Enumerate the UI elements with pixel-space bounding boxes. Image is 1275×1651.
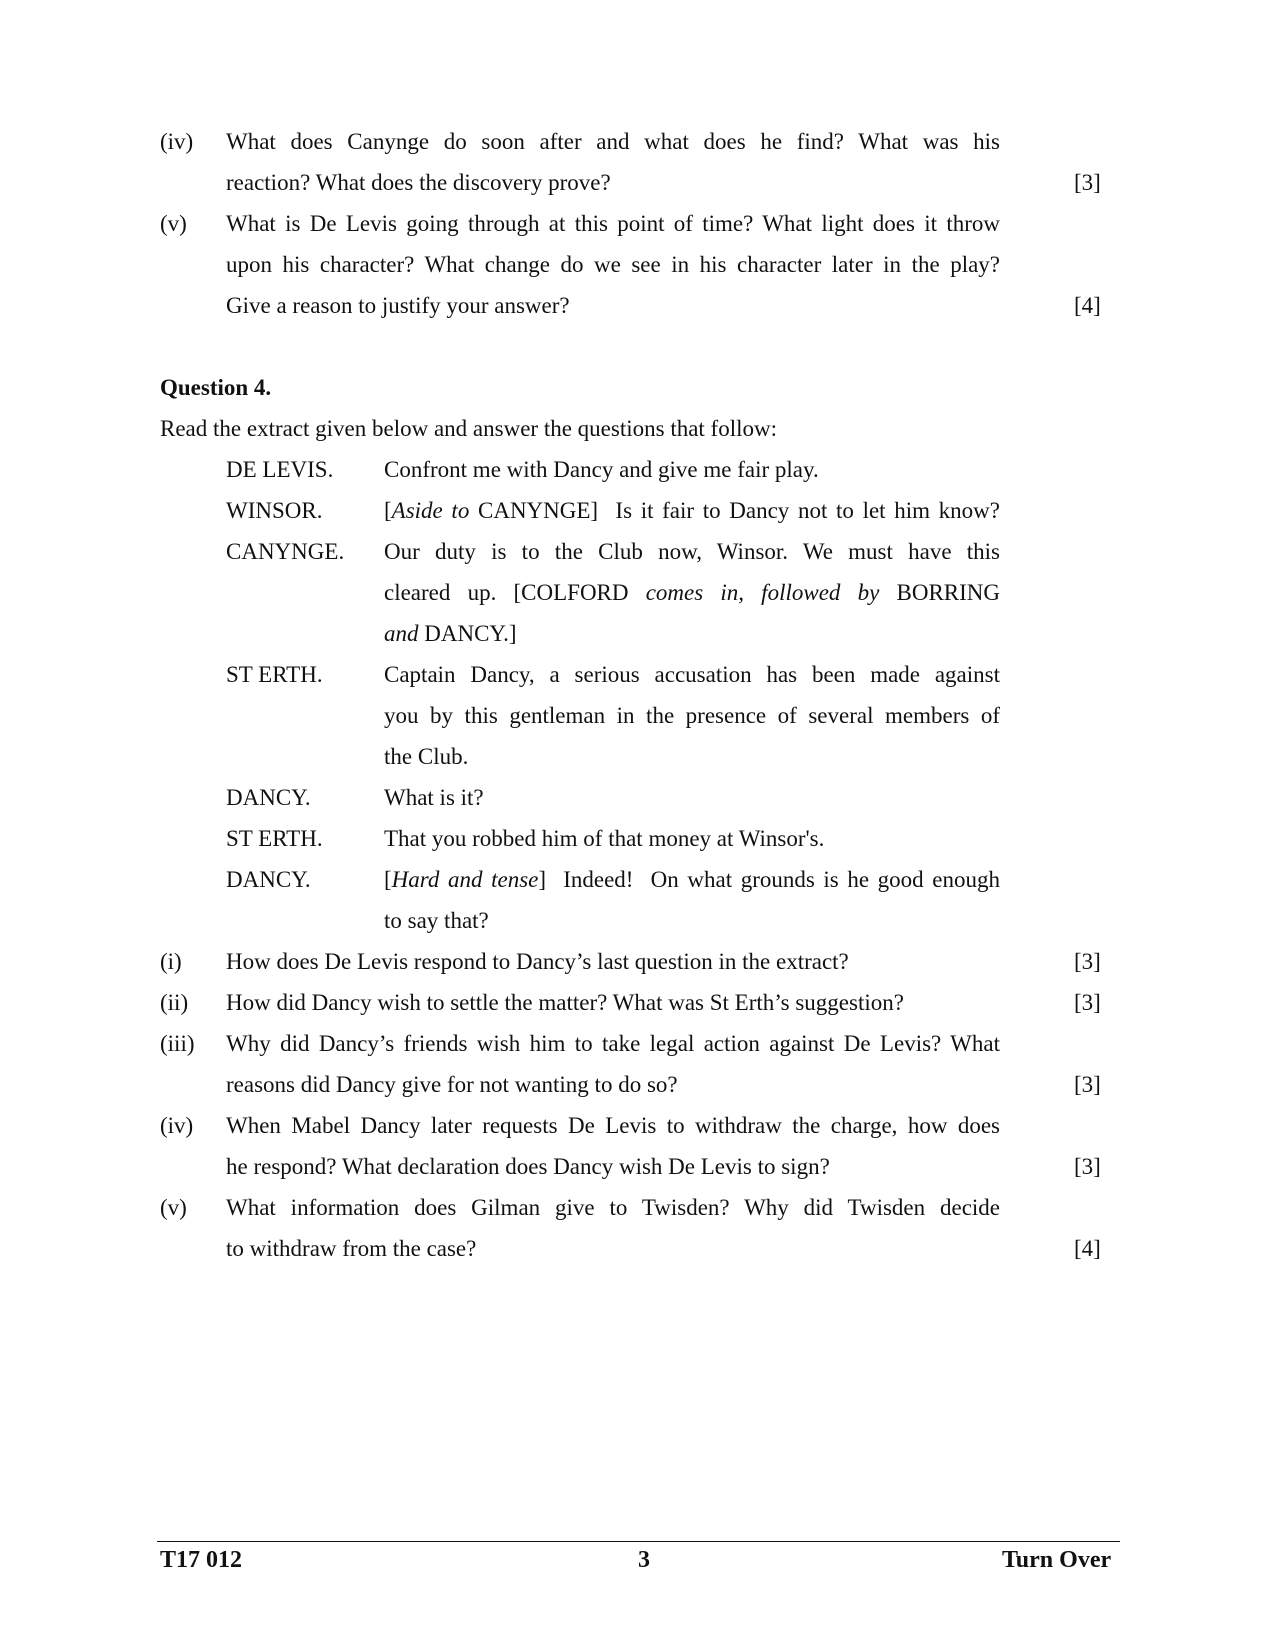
question-line: What information does Gilman give to Twisden? Why did Twisden decide [226,1195,1000,1220]
speaker-name: WINSOR. [226,498,323,523]
dialogue-line: to say that? [384,908,489,933]
dialogue-line: cleared up. [COLFORD comes in, followed by BORRING [384,580,1001,605]
dialogue-line: [Aside to CANYNGE] Is it fair to Dancy not to let him know? [384,498,1000,523]
question-number: (v) [160,1195,187,1220]
question-number: (i) [160,949,182,974]
question-number: (ii) [160,990,189,1015]
question-line: to withdraw from the case? [226,1236,477,1261]
question-line: What does Canynge do soon after and what does he find? What was his [226,129,1000,154]
question-line: Why did Dancy’s friends wish him to take legal action against De Levis? What [226,1031,1000,1056]
speaker-name: ST ERTH. [226,662,323,687]
turn-over-label: Turn Over [1002,1547,1112,1573]
marks-label: [3] [1074,170,1101,195]
question-number: (iv) [160,1113,194,1138]
question-line: reaction? What does the discovery prove? [226,170,611,195]
speaker-name: CANYNGE. [226,539,345,564]
question-line: How did Dancy wish to settle the matter? What was St Erth’s suggestion? [226,990,904,1015]
marks-label: [3] [1074,990,1101,1015]
dialogue-line: That you robbed him of that money at Winsor's. [384,826,825,851]
question-line: upon his character? What change do we see in his character later in the play? [226,252,1000,277]
question-line: What is De Levis going through at this point of time? What light does it throw [226,211,1000,236]
page-number: 3 [638,1547,650,1573]
question-line: How does De Levis respond to Dancy’s last question in the extract? [226,949,849,974]
question-line: Give a reason to justify your answer? [226,293,570,318]
speaker-name: DE LEVIS. [226,457,334,482]
paper-code: T17 012 [160,1547,243,1573]
dialogue-line: [Hard and tense] Indeed! On what grounds is he good enough [384,867,1000,892]
marks-label: [3] [1074,1072,1101,1097]
instruction-text: Read the extract given below and answer the questions that follow: [160,416,777,441]
marks-label: [4] [1074,293,1101,318]
dialogue-line: What is it? [384,785,484,810]
footer-rule [157,1541,1120,1542]
dialogue-line: Captain Dancy, a serious accusation has been made against [384,662,1000,687]
question-number: (iv) [160,129,194,154]
dialogue-line: the Club. [384,744,469,769]
dialogue-line: you by this gentleman in the presence of several members of [384,703,1000,728]
question-number: (iii) [160,1031,195,1056]
question-number: (v) [160,211,187,236]
marks-label: [4] [1074,1236,1101,1261]
dialogue-line: Our duty is to the Club now, Winsor. We must have this [384,539,1000,564]
question-line: reasons did Dancy give for not wanting to do so? [226,1072,678,1097]
dialogue-line: Confront me with Dancy and give me fair play. [384,457,819,482]
speaker-name: ST ERTH. [226,826,323,851]
question-line: When Mabel Dancy later requests De Levis to withdraw the charge, how does [226,1113,1000,1138]
dialogue-line: and DANCY.] [384,621,517,646]
speaker-name: DANCY. [226,785,311,810]
question-line: he respond? What declaration does Dancy wish De Levis to sign? [226,1154,830,1179]
marks-label: [3] [1074,1154,1101,1179]
speaker-name: DANCY. [226,867,311,892]
marks-label: [3] [1074,949,1101,974]
question-heading: Question 4. [160,375,272,400]
